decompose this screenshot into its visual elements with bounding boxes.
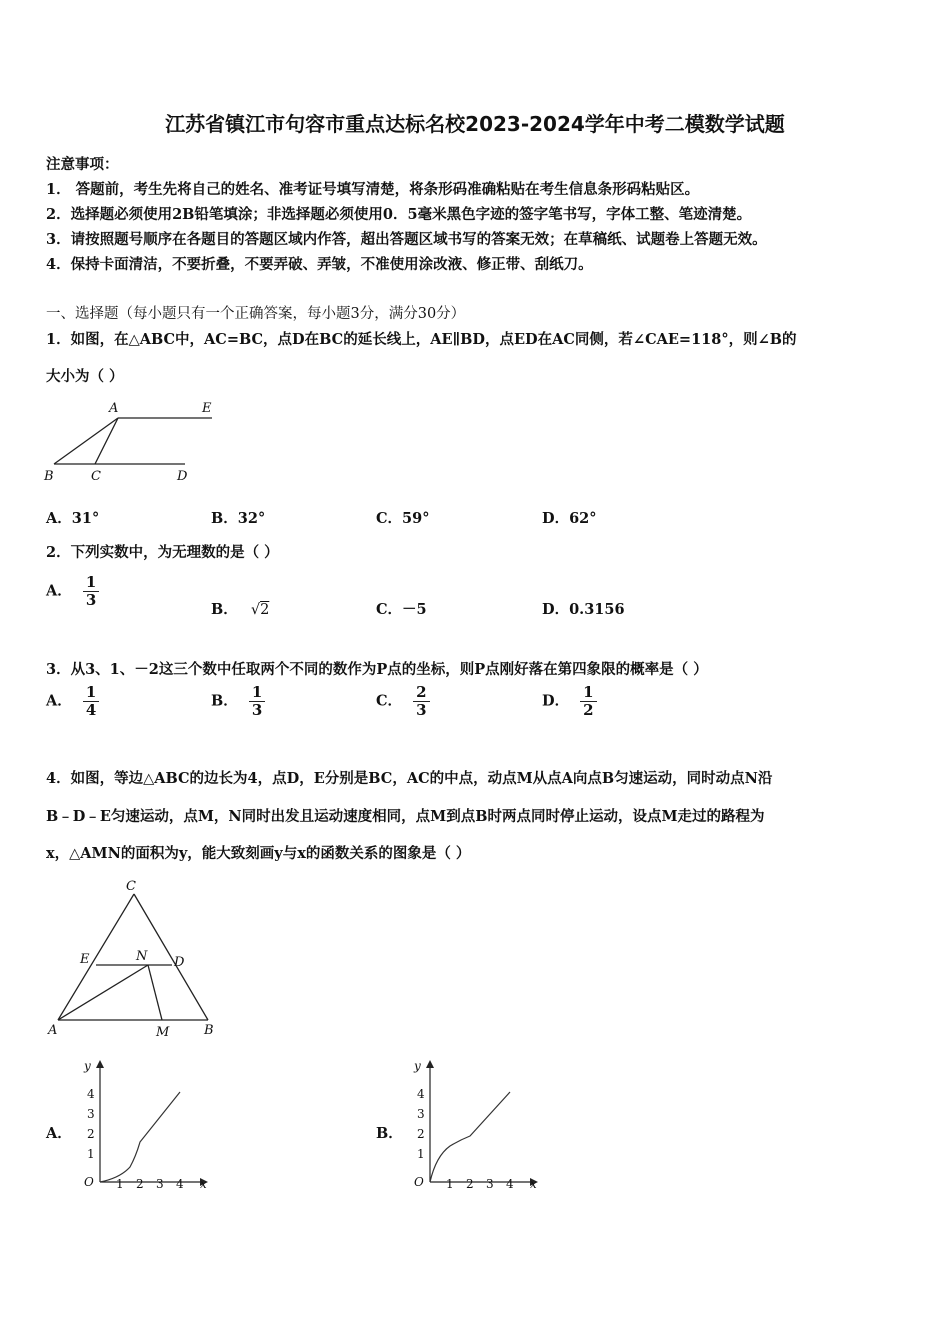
q4-graph-a	[76, 1052, 216, 1194]
label-C: C	[91, 469, 101, 484]
ytick: 4	[87, 1087, 95, 1101]
curve-a	[100, 1092, 180, 1182]
option-value: 31°	[71, 510, 100, 527]
q4-stem-line2: B﹣D﹣E匀速运动，点M，N同时出发且运动速度相同，点M到点B时两点同时停止运动，设点M走过的路程为	[46, 808, 765, 825]
notice-item: 2．选择题必须使用2B铅笔填涂；非选择题必须使用0．5毫米黑色字迹的签字笔书写，字体工整、笔迹清楚。	[46, 206, 752, 223]
fraction	[580, 684, 596, 719]
denominator: 2	[583, 701, 594, 719]
q1-option-b	[211, 507, 265, 528]
q4-stem-line3: x，△AMN的面积为y，能大致刻画y与x的函数关系的图象是（ ）	[46, 845, 471, 862]
xtick: 2	[466, 1177, 474, 1191]
notice-item: 4．保持卡面清洁，不要折叠，不要弄破、弄皱，不准使用涂改液、修正带、刮纸刀。	[46, 256, 593, 273]
option-label: B．	[211, 692, 238, 710]
q2-option-a	[46, 574, 99, 609]
option-label: C．	[376, 510, 403, 527]
axis-y-label: y	[84, 1059, 91, 1073]
option-label: C．	[376, 692, 403, 710]
q3-option-a	[46, 684, 99, 719]
denominator: 3	[251, 701, 263, 719]
label-C: C	[126, 879, 136, 894]
option-value: 59°	[402, 510, 430, 527]
xtick: 1	[446, 1177, 454, 1191]
q4-option-a-label: A．	[46, 1125, 72, 1142]
option-value: 62°	[569, 510, 597, 527]
numerator: 1	[83, 684, 99, 702]
ytick: 1	[417, 1147, 425, 1161]
ytick: 1	[87, 1147, 95, 1161]
origin-label: O	[414, 1175, 424, 1189]
q2-option-c	[376, 598, 427, 619]
xtick: 3	[486, 1177, 494, 1191]
q1-option-a	[46, 507, 99, 528]
label-E: E	[80, 952, 90, 967]
fraction	[249, 684, 265, 719]
option-label: A．	[46, 510, 72, 527]
denominator: 4	[85, 701, 97, 719]
q4-triangle-figure	[44, 876, 224, 1042]
q3-option-b	[211, 684, 265, 719]
option-value: －5	[402, 601, 427, 618]
q1-stem-line2: 大小为（ ）	[46, 368, 124, 385]
xtick: 3	[156, 1177, 164, 1191]
axis-y-label: y	[414, 1059, 421, 1073]
fraction	[413, 684, 429, 719]
notice-heading: 注意事项：	[46, 156, 119, 173]
denominator: 3	[416, 701, 427, 719]
q4-graph-b	[406, 1052, 546, 1194]
q3-stem: 3．从3、1、－2这三个数中任取两个不同的数作为P点的坐标，则P点刚好落在第四象限的概率是（ ）	[46, 661, 708, 678]
numerator: 1	[580, 684, 596, 702]
sqrt-radicand: 2	[260, 602, 270, 618]
option-label: C．	[376, 601, 403, 618]
option-label: A．	[46, 582, 72, 600]
option-label: D．	[542, 692, 570, 710]
option-label: A．	[46, 692, 72, 710]
xtick: 4	[176, 1177, 184, 1191]
origin-label: O	[84, 1175, 94, 1189]
label-N: N	[136, 949, 148, 964]
ytick: 2	[87, 1127, 95, 1141]
sqrt-symbol: √	[250, 602, 261, 618]
option-label: D．	[542, 510, 570, 527]
q1-option-c	[376, 507, 429, 528]
page-title: 江苏省镇江市句容市重点达标名校2023-2024学年中考二模数学试题	[165, 112, 785, 136]
curve-b	[430, 1092, 510, 1182]
q2-option-d	[542, 598, 625, 619]
notice-item: 1． 答题前，考生先将自己的姓名、准考证号填写清楚，将条形码准确粘贴在考生信息条形码粘贴区。	[46, 181, 700, 198]
xtick: 1	[116, 1177, 124, 1191]
label-D: D	[177, 469, 188, 484]
q1-stem-line1: 1．如图，在△ABC中，AC=BC，点D在BC的延长线上，AE∥BD，点ED在AC同侧，若∠CAE=118°，则∠B的	[46, 331, 797, 348]
label-B: B	[204, 1023, 214, 1038]
q4-stem-line1: 4．如图，等边△ABC的边长为4，点D，E分别是BC，AC的中点，动点M从点A向点B匀速运动，同时动点N沿	[46, 770, 773, 787]
label-B: B	[44, 469, 54, 484]
denominator: 3	[85, 591, 97, 609]
section-heading: 一、选择题（每小题只有一个正确答案，每小题3分，满分30分）	[46, 306, 466, 322]
label-D: D	[174, 955, 185, 970]
q3-option-d	[542, 684, 597, 719]
q3-option-c	[376, 684, 430, 719]
numerator: 1	[83, 574, 99, 592]
option-value: 0.3156	[569, 601, 625, 618]
option-label: B．	[211, 601, 238, 618]
xtick: 4	[506, 1177, 514, 1191]
label-M: M	[156, 1025, 170, 1040]
xtick: 2	[136, 1177, 144, 1191]
q1-figure	[40, 396, 220, 488]
numerator: 1	[249, 684, 265, 702]
label-A: A	[109, 401, 119, 416]
ytick: 4	[417, 1087, 425, 1101]
q1-option-d	[542, 507, 597, 528]
fraction	[83, 684, 99, 719]
ytick: 3	[87, 1107, 95, 1121]
q2-stem: 2．下列实数中，为无理数的是（ ）	[46, 544, 279, 561]
axis-x-label: x	[530, 1177, 537, 1191]
numerator: 2	[413, 684, 429, 702]
label-A: A	[48, 1023, 58, 1038]
option-value: 32°	[237, 510, 266, 527]
option-label: D．	[542, 601, 570, 618]
q2-option-b	[211, 598, 269, 619]
ytick: 3	[417, 1107, 425, 1121]
label-E: E	[202, 401, 212, 416]
fraction	[83, 574, 99, 609]
q4-option-b-label: B．	[376, 1125, 403, 1142]
notice-item: 3．请按照题号顺序在各题目的答题区域内作答，超出答题区域书写的答案无效；在草稿纸、试题卷上答题无效。	[46, 231, 767, 248]
axis-x-label: x	[200, 1177, 207, 1191]
option-label: B．	[211, 510, 238, 527]
ytick: 2	[417, 1127, 425, 1141]
